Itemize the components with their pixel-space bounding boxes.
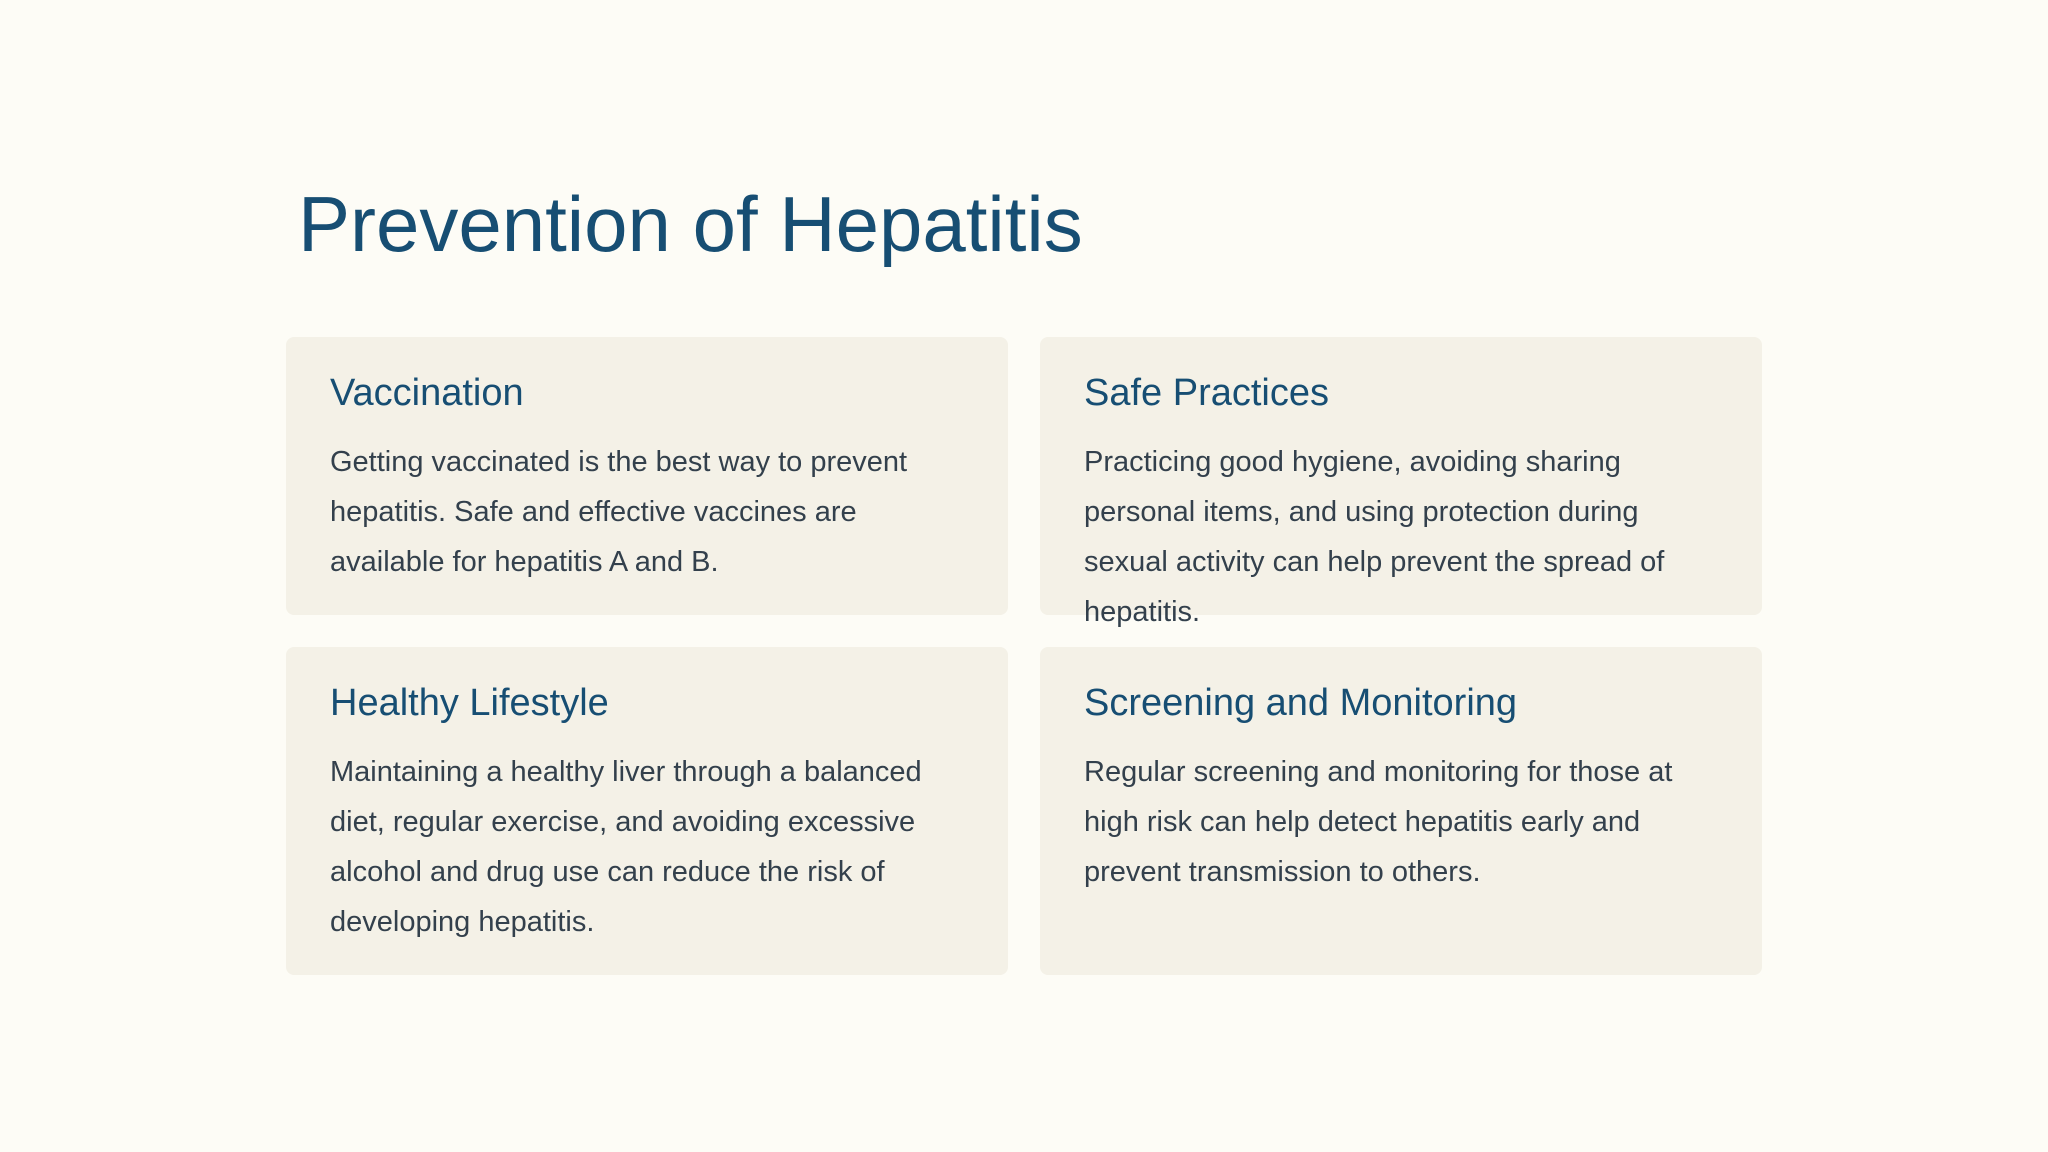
- card-body: Maintaining a healthy liver through a balanced diet, regular exercise, and avoiding excessive alcohol and drug use can reduce the risk of developing hepatitis.: [330, 756, 922, 938]
- page-title: Prevention of Hepatitis: [298, 180, 1083, 268]
- card-vaccination: [286, 337, 1008, 615]
- card-heading: Vaccination: [330, 372, 524, 414]
- card-heading: Safe Practices: [1084, 372, 1329, 414]
- card-healthy-lifestyle: [286, 647, 1008, 975]
- card-screening-monitoring: [1040, 647, 1762, 975]
- card-body: Getting vaccinated is the best way to prevent hepatitis. Safe and effective vaccines are available for hepatitis A and B.: [330, 446, 908, 578]
- card-heading: Screening and Monitoring: [1084, 682, 1518, 724]
- card-body: Practicing good hygiene, avoiding sharing personal items, and using protection during sexual activity can help prevent the spread of hepatitis.: [1084, 446, 1665, 628]
- card-safe-practices: [1040, 337, 1762, 628]
- card-heading: Healthy Lifestyle: [330, 682, 609, 724]
- card-body: Regular screening and monitoring for those at high risk can help detect hepatitis early and prevent transmission to others.: [1084, 756, 1673, 888]
